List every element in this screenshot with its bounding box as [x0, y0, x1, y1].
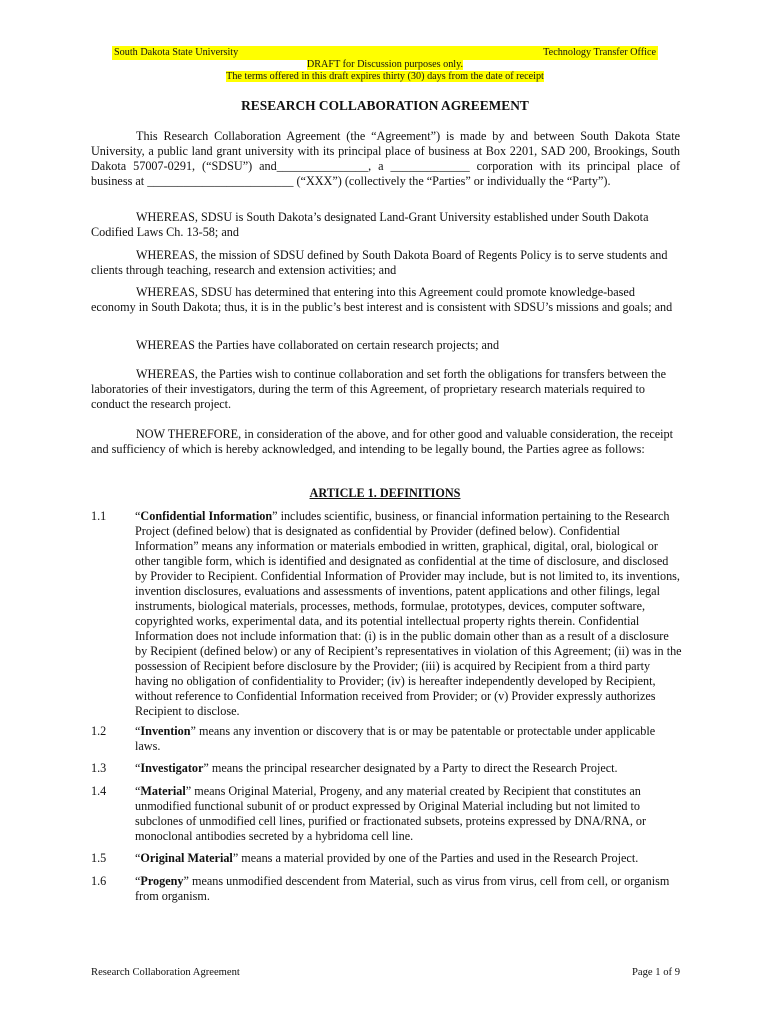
definition-text: “Confidential Information” includes scientific, business, or financial information pertaining to the Research Project (defined below) that is designated as confidential by Provider (defined below). Confidential Information” means any information or materials embodied in written, graphical, digital, oral, biological or other tangible form, which is identified and designated as confidential at the time of disclosure, and disclosed by Provider to Recipient. Confidential Information of Provider may include, but is not limited to, its inventions, invention disclosures, evaluations and assessments of inventions, patent applications and other filings, legal instruments, biological materials, processes, methods, formulae, prototypes, devices, computer software, copyrighted works, experimental data, and its potential intellectual property rights therein. Confidential Information does not include information that: (i) is in the public domain other than as a result of a disclosure by Recipient (defined below) or any of Recipient’s representatives in violation of this Agreement; (ii) was in the possession of Recipient before disclosure by the Provider; (iii) is acquired by Recipient from a third party having no obligation of confidentiality to Provider; (iv) is hereafter independently developed by Recipient, without reference to Confidential Information received from Provider; or (v) Provider expressly authorizes Recipient to disclose. [135, 509, 682, 718]
page-footer [91, 965, 680, 980]
defined-term: Invention [140, 724, 191, 738]
now-therefore-clause: NOW THEREFORE, in consideration of the above, and for other good and valuable consideration, the receipt and sufficiency of which is hereby acknowledged, and intending to be legally bound, the Parties agree as follows: [91, 427, 674, 456]
draft-note-line [0, 59, 770, 71]
recital-3: WHEREAS, SDSU has determined that entering into this Agreement could promote knowledge-based economy in South Dakota; thus, it is in the public’s best interest and is consistent with SDSU’s missions and goals; and [91, 285, 673, 314]
definition-text: “Original Material” means a material provided by one of the Parties and used in the Research Project. [135, 851, 639, 865]
definition-text: “Progeny” means unmodified descendent from Material, such as virus from virus, cell from cell, or organism from organism. [135, 874, 670, 903]
intro-paragraph: This Research Collaboration Agreement (the “Agreement”) is made by and between South Dakota State University, a public land grant university with its principal place of business at Box 2201, SAD 200, Brookings, South Dakota 57007-0291, (“SDSU”) and_______________, a _____________ corporation with its principal place of business at ________________________ (“XXX”) (collectively the “Parties” or individually the “Party”). [91, 129, 680, 188]
definition-number: 1.6 [91, 874, 107, 888]
definition-text: “Invention” means any invention or discovery that is or may be patentable or protectable under applicable laws. [135, 724, 656, 753]
recital-2: WHEREAS, the mission of SDSU defined by South Dakota Board of Regents Policy is to serve students and clients through teaching, research and extension activities; and [91, 248, 668, 277]
expiry-note-line [0, 71, 770, 83]
definition-text: “Investigator” means the principal researcher designated by a Party to direct the Research Project. [135, 761, 618, 775]
header-office: Technology Transfer Office [543, 47, 656, 58]
article-1-heading: ARTICLE 1. DEFINITIONS [309, 486, 461, 500]
draft-note: DRAFT for Discussion purposes only. [306, 59, 464, 70]
recital-4: WHEREAS the Parties have collaborated on certain research projects; and [136, 338, 500, 352]
definition-number: 1.5 [91, 851, 107, 865]
defined-term: Investigator [140, 761, 204, 775]
definition-number: 1.2 [91, 724, 107, 738]
header-institution: South Dakota State University [114, 47, 239, 58]
definition-number: 1.3 [91, 761, 107, 775]
defined-term: Progeny [140, 874, 184, 888]
footer-document-name: Research Collaboration Agreement [91, 967, 240, 978]
recital-5: WHEREAS, the Parties wish to continue collaboration and set forth the obligations for transfers between the laboratories of their investigators, during the term of this Agreement, of proprietary research materials required to conduct the research project. [91, 367, 667, 411]
definition-number: 1.4 [91, 784, 107, 798]
document-header [112, 46, 658, 60]
document-title: RESEARCH COLLABORATION AGREEMENT [241, 98, 529, 113]
defined-term: Material [140, 784, 186, 798]
recital-1: WHEREAS, SDSU is South Dakota’s designated Land-Grant University established under South Dakota Codified Laws Ch. 13-58; and [91, 210, 649, 239]
definition-text: “Material” means Original Material, Progeny, and any material created by Recipient that constitutes an unmodified functional subunit of or product expressed by Original Material including but not limited to subclones of unmodified cell lines, purified or fractionated subsets, proteins expressed by DNA/RNA, or monoclonal antibodies secreted by a hybridoma cell line. [135, 784, 647, 843]
defined-term: Original Material [140, 851, 233, 865]
expiry-note: The terms offered in this draft expires thirty (30) days from the date of receipt [226, 71, 544, 82]
page-number: Page 1 of 9 [632, 967, 680, 978]
definition-number: 1.1 [91, 509, 107, 523]
defined-term: Confidential Information [140, 509, 273, 523]
